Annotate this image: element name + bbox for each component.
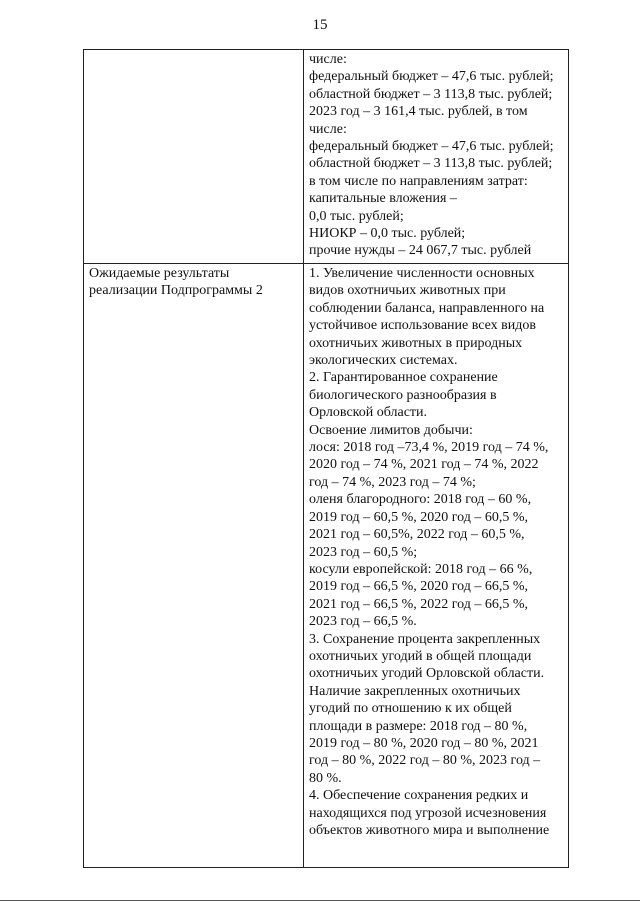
text-line: 2023 год – 66,5 %. [309,614,417,630]
text-line: 2. Гарантированное сохранение [309,370,498,386]
text-line: Освоение лимитов добычи: [309,422,473,438]
page-bottom-rule [0,900,640,901]
text-line: видов охотничьих животных при [309,283,506,299]
program-passport-table [83,49,569,868]
text-line: областной бюджет – 3 113,8 тыс. рублей; [309,86,553,102]
text-line: косули европейской: 2018 год – 66 %, [309,561,533,577]
table-cell-value [304,50,569,264]
text-line: федеральный бюджет – 47,6 тыс. рублей; [309,69,554,85]
text-line: 0,0 тыс. рублей; [309,208,404,224]
text-line: 2019 год – 66,5 %, 2020 год – 66,5 %, [309,579,529,595]
text-line: 80 %. [309,770,342,786]
text-line: оленя благородного: 2018 год – 60 %, [309,492,532,508]
text-line: лося: 2018 год –73,4 %, 2019 год – 74 %, [309,440,549,456]
text-line: в том числе по направлениям затрат: [309,173,528,189]
text-line: Наличие закрепленных охотничьих [309,683,521,699]
text-line: находящихся под угрозой исчезновения [309,805,547,821]
text-line: числе: [309,52,347,67]
text-line: 2019 год – 80 %, 2020 год – 80 %, 2021 [309,735,539,751]
table-cell-label [84,50,304,264]
text-line: 4. Обеспечение сохранения редких и [309,788,529,804]
text-line: капитальные вложения – [309,191,457,207]
text-line: охотничьих угодий в общей площади [309,648,532,664]
text-line: соблюдении баланса, направленного на [309,300,545,316]
text-line: 2021 год – 60,5%, 2022 год – 60,5 %, [309,527,525,543]
table-cell-value [304,264,569,868]
text-line: 2023 год – 3 161,4 тыс. рублей, в том [309,104,528,120]
text-line: прочие нужды – 24 067,7 тыс. рублей [309,243,532,259]
text-line: Орловской области. [309,405,428,421]
text-line: областной бюджет – 3 113,8 тыс. рублей; [309,156,553,172]
text-line: площади в размере: 2018 год – 80 %, [309,718,528,734]
text-line: экологических системах. [309,353,458,369]
text-line: устойчивое использование всех видов [309,318,537,334]
text-line: биологического разнообразия в [309,387,497,403]
text-line: 2019 год – 60,5 %, 2020 год – 60,5 %, [309,509,529,525]
text-line: федеральный бюджет – 47,6 тыс. рублей; [309,139,554,155]
text-line: 2020 год – 74 %, 2021 год – 74 %, 2022 [309,457,539,473]
text-line: Ожидаемые результаты [89,266,230,281]
text-line: охотничьих угодий Орловской области. [309,666,545,682]
table-row [84,50,569,264]
text-line: год – 80 %, 2022 год – 80 %, 2023 год – [309,753,541,769]
text-line: числе: [309,121,347,137]
table-cell-label [84,264,304,868]
text-line: 2021 год – 66,5 %, 2022 год – 66,5 %, [309,596,529,612]
text-line: охотничьих животных в природных [309,335,523,351]
text-line: объектов животного мира и выполнение [309,823,550,838]
text-line: НИОКР – 0,0 тыс. рублей; [309,226,466,242]
text-line: реализации Подпрограммы 2 [89,283,263,299]
page-number: 15 [312,17,328,33]
text-line: 1. Увеличение численности основных [309,266,535,281]
text-line: 3. Сохранение процента закрепленных [309,631,541,647]
table-row [84,264,569,868]
text-line: угодий по отношению к их общей [309,701,512,717]
text-line: 2023 год – 60,5 %; [309,544,418,560]
text-line: год – 74 %, 2023 год – 74 %; [309,474,476,490]
